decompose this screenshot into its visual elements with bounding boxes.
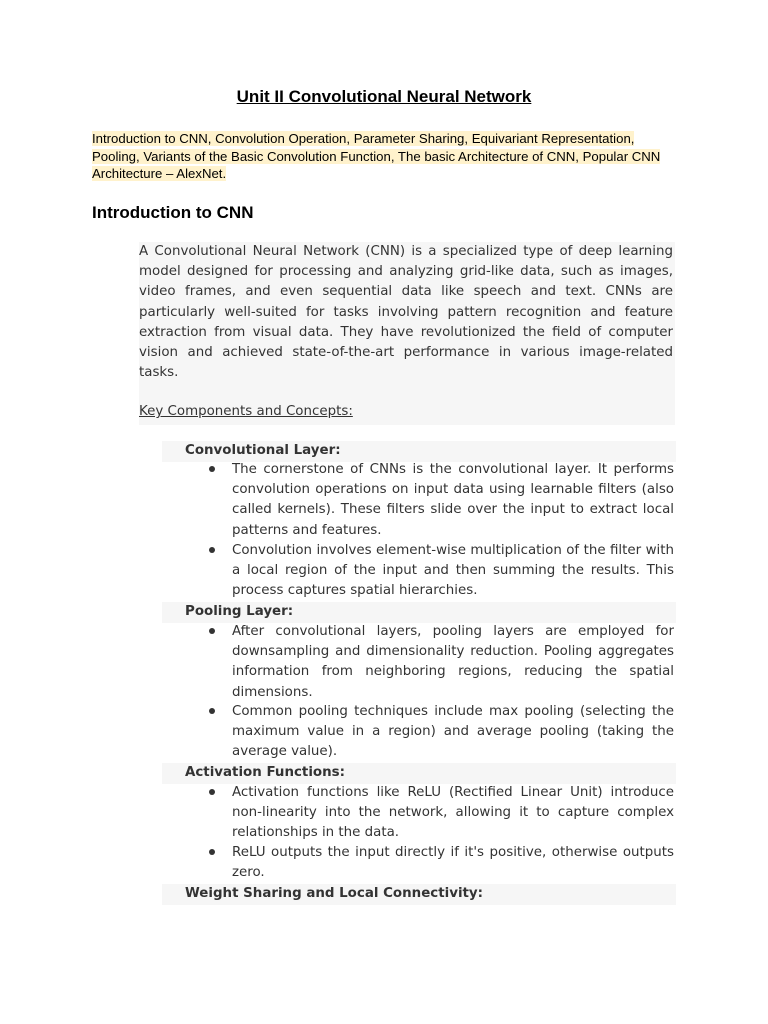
syllabus-highlight: Introduction to CNN, Convolution Operation, Parameter Sharing, Equivariant Representation, Pooling, Variants of the Basic Convolution Function, The basic Architecture of CNN, Popular CNN Architecture – AlexNet. [92,131,661,181]
component-heading: Convolutional Layer: [185,443,341,458]
section-heading: Introduction to CNN [92,203,254,222]
list-item: The cornerstone of CNNs is the convolutional layer. It performs convolution operations on input data using learnable filters (also called kernels). These filters slide over the input to extract local patterns and features. [232,462,674,538]
bullet-icon [209,702,217,710]
bullet-icon [209,843,217,851]
intro-paragraph: A Convolutional Neural Network (CNN) is a specialized type of deep learning model designed for processing and analyzing grid-like data, such as images, video frames, and even sequential data like speech and text. CNNs are particularly well-suited for tasks involving pattern recognition and feature extraction from visual data. They have revolutionized the field of computer vision and achieved state-of-the-art performance in various image-related tasks. [139,244,673,381]
component-heading: Pooling Layer: [185,604,294,619]
page-title: Unit II Convolutional Neural Network [236,87,532,106]
list-item: Activation functions like ReLU (Rectified Linear Unit) introduce non-linearity into the network, allowing it to capture complex relationships in the data. [232,785,674,841]
component-heading: Activation Functions: [185,765,345,780]
bullet-icon [209,622,217,630]
list-item: Common pooling techniques include max pooling (selecting the maximum value in a region) and average pooling (taking the average value). [232,704,674,760]
key-components-label: Key Components and Concepts: [139,404,353,419]
bullet-icon [209,460,217,468]
list-item: ReLU outputs the input directly if it's positive, otherwise outputs zero. [232,845,674,881]
syllabus-topics [92,130,672,183]
component-heading: Weight Sharing and Local Connectivity: [185,886,484,901]
list-item: After convolutional layers, pooling layers are employed for downsampling and dimensionality reduction. Pooling aggregates information from neighboring regions, reducing the spatial dimensions. [232,624,674,700]
bullet-icon [209,541,217,549]
list-item: Convolution involves element-wise multiplication of the filter with a local region of the input and then summing the results. This process captures spatial hierarchies. [232,543,674,599]
bullet-icon [209,783,217,791]
